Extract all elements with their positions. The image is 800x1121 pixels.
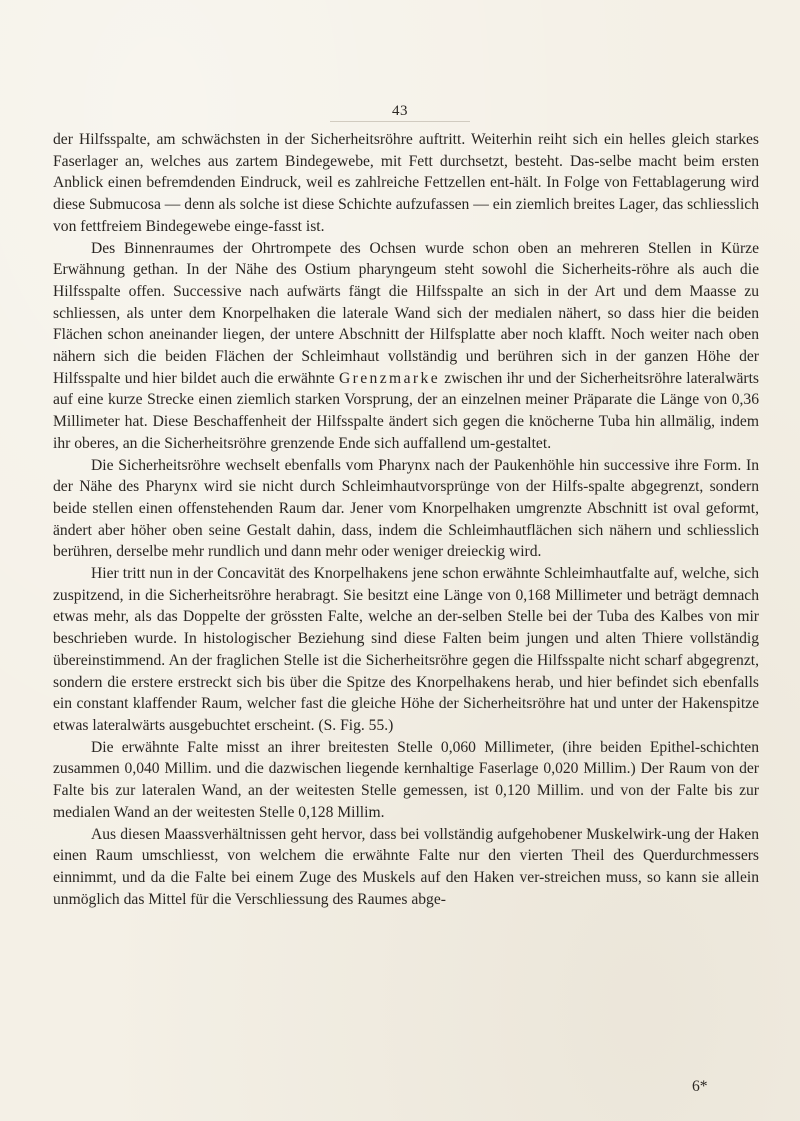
paragraph-4: Hier tritt nun in der Concavität des Knorpelhakens jene schon erwähnte Schleimhautfalte auf, welche, sich zuspitzend, in die Sicherheitsröhre herabragt. Sie besitzt eine Länge von 0,168 Millimeter und beträgt demnach etwas mehr, als das Doppelte der grössten Falte, welche an der-selben Stelle bei der Tuba des Kalbes von mir beschrieben wurde. In histologischer Beziehung sind diese Falten beim jungen und alten Thiere vollständig übereinstimmend. An der fraglichen Stelle ist die Sicherheitsröhre gegen die Hilfsspalte nicht scharf abgegrenzt, sondern die erstere erstreckt sich bis über die Spitze des Knorpelhakens herab, und hier befindet sich ebenfalls ein constant klaffender Raum, welcher fast die gleiche Höhe der Sicherheitsröhre hat und unter der Hakenspitze etwas lateralwärts ausgebuchtet erscheint. (S. Fig. 55.) [53,565,759,734]
paragraph-6: Aus diesen Maassverhältnissen geht hervor, dass bei vollständig aufgehobener Muskelwirk-ung der Haken einen Raum umschliesst, von welchem die erwähnte Falte nur den vierten Theil des Querdurchmessers einnimmt, und da die Falte bei einem Zuge des Muskels auf den Haken ver-streichen muss, so kann sie allein unmöglich das Mittel für die Verschliessung des Raumes abge- [53,825,759,908]
paragraph-5: Die erwähnte Falte misst an ihrer breitesten Stelle 0,060 Millimeter, (ihre beiden Epithel-schichten zusammen 0,040 Millim. und die dazwischen liegende kernhaltige Faserlage 0,020 Millim.) Der Raum von der Falte bis zur lateralen Wand, an der weitesten Stelle gemessen, ist 0,120 Millim. und von der Falte bis zur medialen Wand an der weitesten Stelle 0,128 Millim. [53,738,759,821]
emphasized-term: Grenzmarke [338,369,441,387]
header-rule [330,121,470,122]
paragraph-1: der Hilfsspalte, am schwächsten in der Sicherheitsröhre auftritt. Weiterhin reiht sich ein helles gleich starkes Faserlager an, welches aus zartem Bindegewebe, mit Fett durchsetzt, besteht. Das-selbe macht beim ersten Anblick einen befremdenden Eindruck, weil es zahlreiche Fettzellen ent-hält. In Folge von Fettablagerung wird diese Submucosa — denn als solche ist diese Schichte aufzufassen — ein ziemlich breites Lager, das schliesslich von fettfreiem Bindegewebe einge-fasst ist. [53,131,759,235]
body-text [53,129,759,910]
paragraph-2 [53,238,759,455]
paragraph-2-part-2: zwischen ihr und der Sicherheitsröhre lateralwärts auf eine kurze Strecke einen ziemlich starken Vorsprung, der an einzelnen meiner Präparate die Länge von 0,36 Millimeter hat. Diese Beschaffenheit der Hilfsspalte ändert sich gegen die knöcherne Tuba hin allmälig, indem ihr oberes, an die Sicherheitsröhre grenzende Ende sich auffallend um-gestaltet. [53,369,759,452]
page-number: 43 [392,103,408,119]
signature-mark: 6* [692,1078,708,1095]
paragraph-3: Die Sicherheitsröhre wechselt ebenfalls vom Pharynx nach der Paukenhöhle hin successive ihre Form. In der Nähe des Pharynx wird sie nicht durch Schleimhautvorsprünge von der Hilfs-spalte abgegrenzt, sondern beide stellen einen offenstehenden Raum dar. Jener vom Knorpelhaken umgrenzte Abschnitt ist oval geformt, ändert aber höher oben seine Gestalt dahin, dass, indem die Schleimhautflächen sich nähern und schliesslich berühren, derselbe mehr rundlich und dann mehr oder weniger dreieckig wird. [53,456,759,561]
paragraph-2-part-1: Des Binnenraumes der Ohrtrompete des Ochsen wurde schon oben an mehreren Stellen in Kürze Erwähnung gethan. In der Nähe des Ostium pharyngeum steht sowohl die Sicherheits-röhre als auch die Hilfsspalte offen. Successive nach aufwärts fängt die Hilfsspalte an sich in der Art und dem Maasse zu schliessen, als unter dem Knorpelhaken die laterale Wand sich der medialen nähert, so dass hier die beiden Flächen schon aneinander liegen, der untere Abschnitt der Hilfsplatte aber noch klafft. Noch weiter nach oben nähern sich die beiden Flächen der Schleimhaut vollständig und berühren sich in der ganzen Höhe der Hilfsspalte und hier bildet auch die erwähnte [53,239,759,387]
